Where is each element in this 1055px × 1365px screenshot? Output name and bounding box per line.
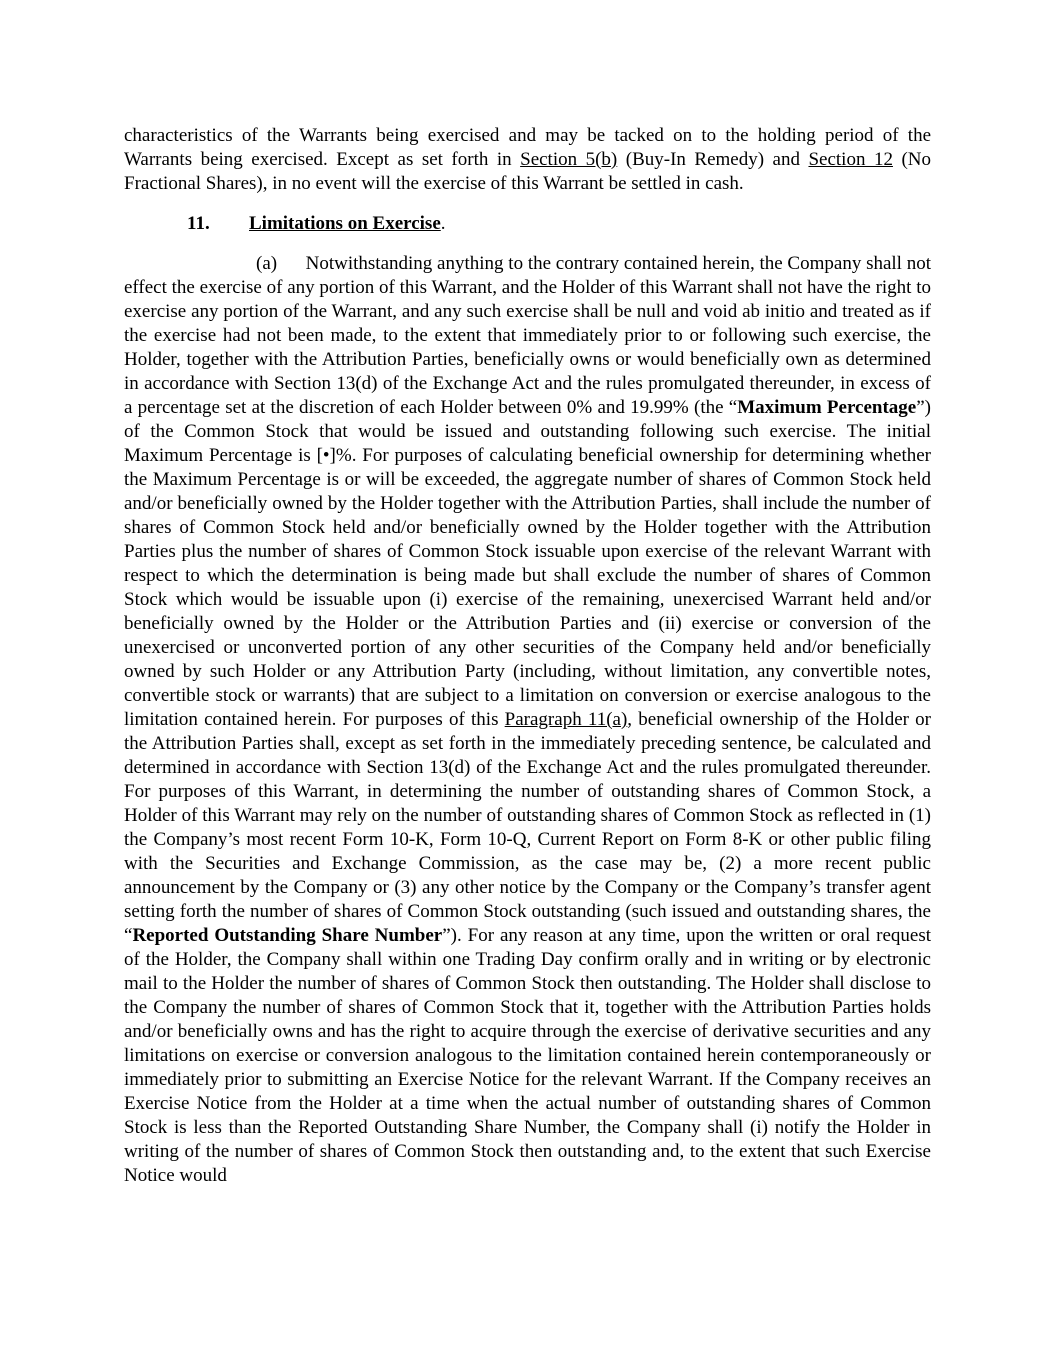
- section-heading: [124, 212, 931, 236]
- text-run: ”). For any reason at any time, upon the written or oral request of the Holder, the Company shall within one Trading Day confirm orally and in writing or by electronic mail to the Holder the number of shares of Common Stock then outstanding. The Holder shall disclose to the Company the number of shares of Common Stock that it, together with the Attribution Parties holds and/or beneficially owns and has the right to acquire through the exercise of derivative securities and any limitations on exercise or conversion analogous to the limitation contained herein contemporaneously or immediately prior to submitting an Exercise Notice for the relevant Warrant. If the Company receives an Exercise Notice from the Holder at a time when the actual number of outstanding shares of Common Stock is less than the Reported Outstanding Share Number, the Company shall (i) notify the Holder in writing of the number of shares of Common Stock then outstanding and, to the extent that such Exercise Notice would: [124, 925, 931, 1186]
- defined-term: Reported Outstanding Share Number: [132, 925, 443, 946]
- section-number: 11.: [187, 213, 210, 234]
- section-reference: Section 12: [808, 149, 893, 170]
- section-reference: Section 5(b): [520, 149, 618, 170]
- section-reference: Paragraph 11(a): [504, 709, 628, 730]
- text-run: (Buy-In Remedy) and: [617, 149, 809, 170]
- text-run: ”) of the Common Stock that would be issued and outstanding following such exercise. The initial Maximum Percentage is [•]%. For purposes of calculating beneficial ownership for determining whether the Maximum Percentage is or will be exceeded, the aggregate number of shares of Common Stock held and/or beneficially owned by the Holder together with the Attribution Parties, shall include the number of shares of Common Stock held and/or beneficially owned by the Holder together with the Attribution Parties plus the number of shares of Common Stock issuable upon exercise of the relevant Warrant with respect to which the determination is being made but shall exclude the number of shares of Common Stock which would be issuable upon (i) exercise of the remaining, unexercised Warrant held and/or beneficially owned by the Holder or the Attribution Parties and (ii) exercise or conversion of the unexercised or unconverted portion of any other securities of the Company held and/or beneficially owned by such Holder or any Attribution Party (including, without limitation, any convertible notes, convertible stock or warrants) that are subject to a limitation on conversion or exercise analogous to the limitation contained herein. For purposes of this: [124, 397, 931, 730]
- text-run: , beneficial ownership of the Holder or the Attribution Parties shall, except as set forth in the immediately preceding sentence, be calculated and determined in accordance with Section 13(d) of the Exchange Act and the rules promulgated thereunder. For purposes of this Warrant, in determining the number of outstanding shares of Common Stock, a Holder of this Warrant may rely on the number of outstanding shares of Common Stock as reflected in (1) the Company’s most recent Form 10-K, Form 10-Q, Current Report on Form 8-K or other public filing with the Securities and Exchange Commission, as the case may be, (2) a more recent public announcement by the Company or (3) any other notice by the Company or the Company’s transfer agent setting forth the number of shares of Common Stock outstanding (such issued and outstanding shares, the “: [124, 709, 931, 946]
- document-body: [124, 124, 931, 1188]
- text-run: (No Fractional Shares), in no event will the exercise of this Warrant be settled in cash.: [124, 149, 931, 194]
- continuation-paragraph: [124, 124, 931, 196]
- text-run: characteristics of the Warrants being exercised and may be tacked on to the holding period of the Warrants being exercised. Except as set forth in: [124, 125, 931, 170]
- section-title-period: .: [440, 213, 446, 234]
- defined-term: Maximum Percentage: [737, 397, 917, 418]
- paragraph-11a: [124, 252, 931, 1188]
- text-run: (a) Notwithstanding anything to the contrary contained herein, the Company shall not effect the exercise of any portion of this Warrant, and the Holder of this Warrant shall not have the right to exercise any portion of the Warrant, and any such exercise shall be null and void ab initio and treated as if the exercise had not been made, to the extent that immediately prior to or following such exercise, the Holder, together with the Attribution Parties, beneficially owns or would beneficially own as determined in accordance with Section 13(d) of the Exchange Act and the rules promulgated thereunder, in excess of a percentage set at the discretion of each Holder between 0% and 19.99% (the “: [124, 253, 931, 418]
- section-title: Limitations on Exercise: [249, 213, 441, 234]
